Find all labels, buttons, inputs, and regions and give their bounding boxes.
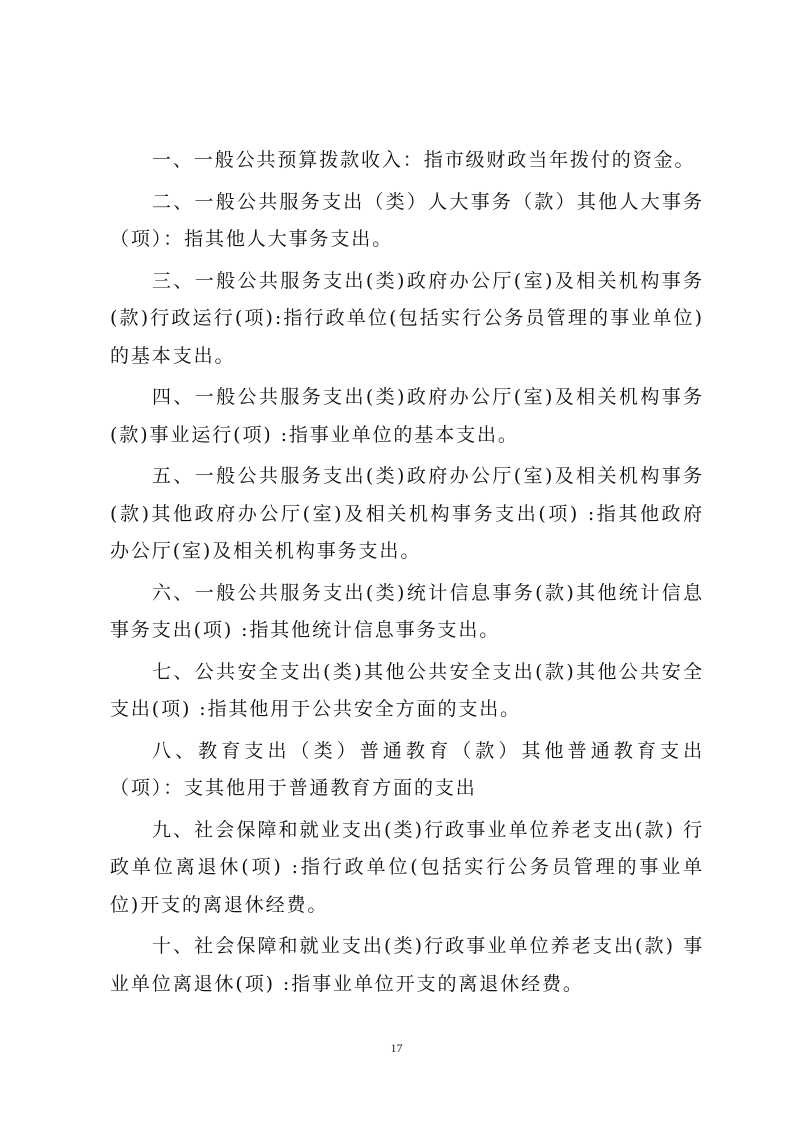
paragraph-1: 一、一般公共预算拨款收入：指市级财政当年拨付的资金。 xyxy=(152,149,696,171)
page-number: 17 xyxy=(390,1041,403,1055)
paragraph-4: 四、一般公共服务支出(类)政府办公厅(室)及相关机构事务(款)事业运行(项) :指事业单位的基本支出。 xyxy=(110,386,704,446)
paragraph-5: 五、一般公共服务支出(类)政府办公厅(室)及相关机构事务(款)其他政府办公厅(室)及相关机构事务支出(项) :指其他政府办公厅(室)及相关机构事务支出。 xyxy=(110,465,704,562)
paragraph-6: 六、一般公共服务支出(类)统计信息事务(款)其他统计信息事务支出(项) :指其他统计信息事务支出。 xyxy=(110,581,704,641)
paragraph-3: 三、一般公共服务支出(类)政府办公厅(室)及相关机构事务(款)行政运行(项):指行政单位(包括实行公务员管理的事业单位)的基本支出。 xyxy=(110,269,704,367)
paragraph-7: 七、公共安全支出(类)其他公共安全支出(款)其他公共安全支出(项) :指其他用于公共安全方面的支出。 xyxy=(110,660,704,720)
paragraph-2: 二、一般公共服务支出（类）人大事务（款）其他人大事务（项）：指其他人大事务支出。 xyxy=(110,190,704,250)
document-body xyxy=(110,142,704,1007)
paragraph-8: 八、教育支出（类）普通教育（款）其他普通教育支出（项）：支其他用于普通教育方面的支出 xyxy=(110,739,704,799)
paragraph-10: 十、社会保障和就业支出(类)行政事业单位养老支出(款) 事业单位离退休(项) :指事业单位开支的离退休经费。 xyxy=(110,935,704,995)
paragraph-9: 九、社会保障和就业支出(类)行政事业单位养老支出(款) 行政单位离退休(项) :指行政单位(包括实行公务员管理的事业单位)开支的离退休经费。 xyxy=(110,818,704,916)
